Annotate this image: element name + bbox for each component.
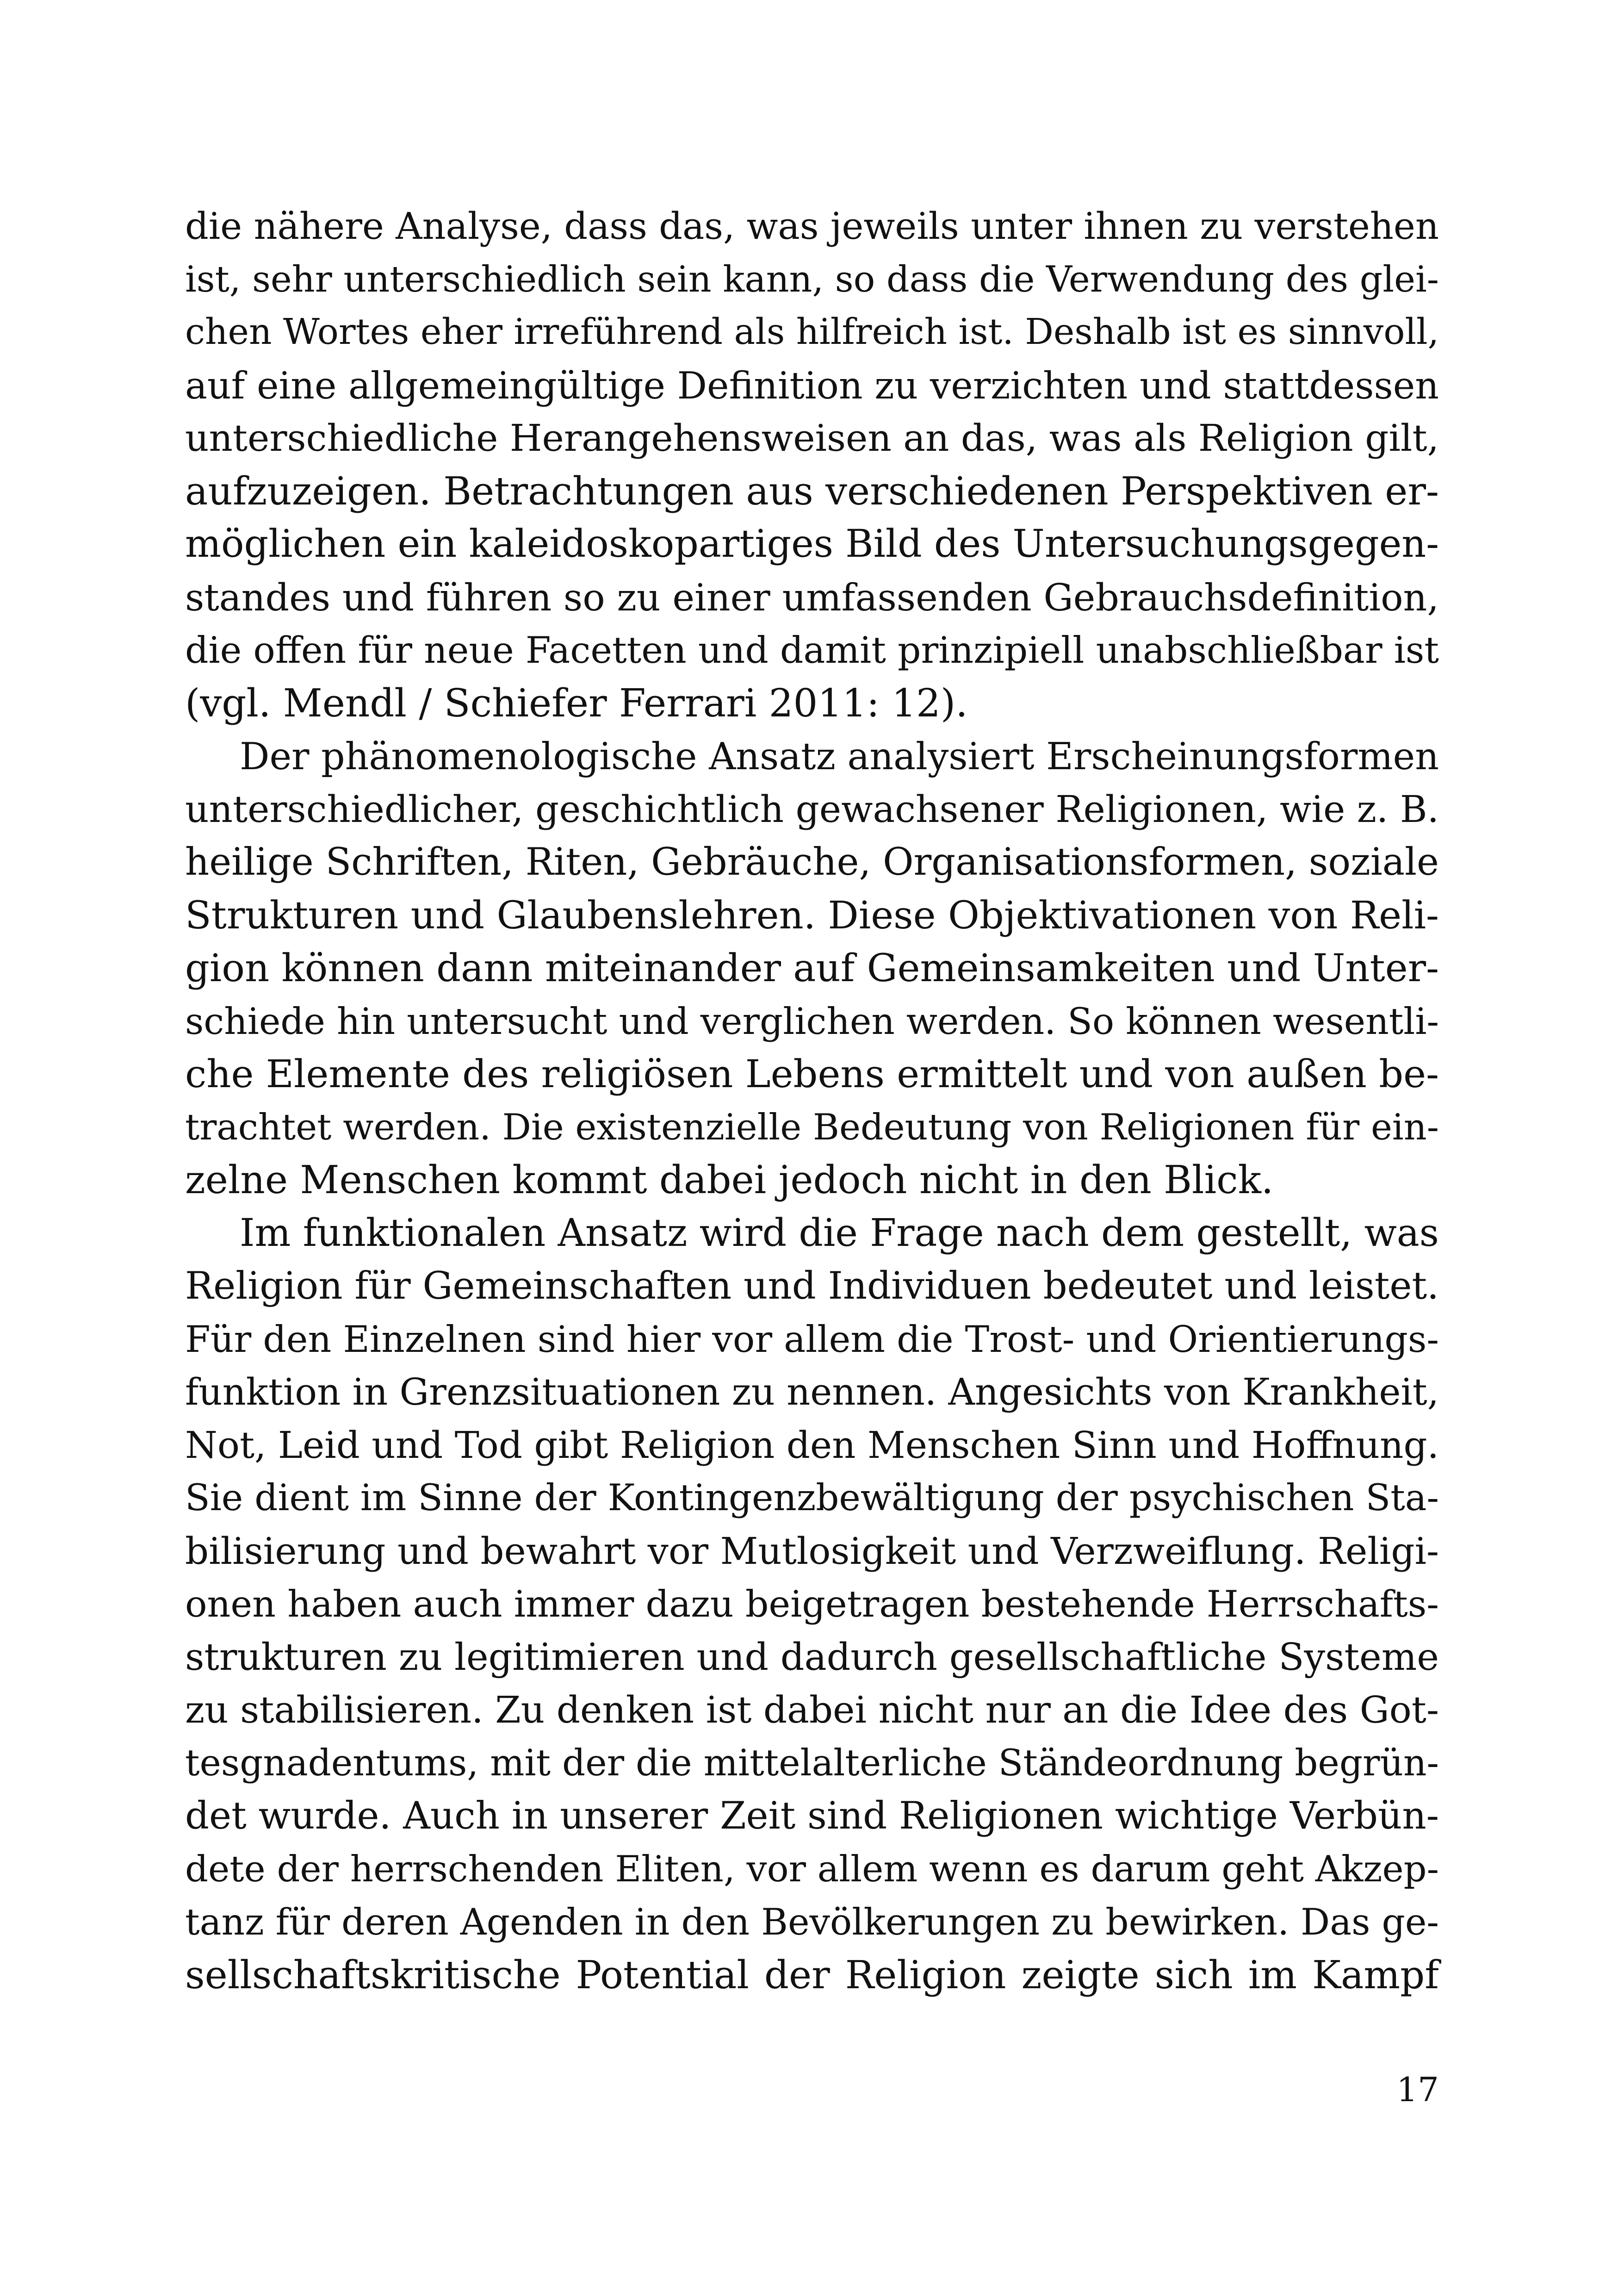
text-line: die nähere Analyse, dass das, was jeweils unter ihnen zu verstehen <box>185 205 1439 248</box>
text-line: unterschiedliche Herangehensweisen an das, was als Religion gilt, <box>185 417 1439 460</box>
text-line: tesgnadentums, mit der die mittelalterliche Ständeordnung begrün- <box>185 1742 1439 1784</box>
text-line: standes und führen so zu einer umfassenden Gebrauchsdefinition, <box>185 575 1439 619</box>
body-text <box>185 200 1439 2002</box>
text-line: Religion für Gemeinschaften und Individuen bedeutet und leistet. <box>185 1264 1439 1308</box>
text-line: auf eine allgemeingültige Definition zu verzichten und stattdessen <box>185 363 1439 407</box>
text-line: sellschaftskritische Potential der Religion zeigte sich im Kampf <box>185 1952 1439 1997</box>
text-line: det wurde. Auch in unserer Zeit sind Religionen wichtige Verbün- <box>185 1794 1439 1838</box>
paragraph-2 <box>185 730 1439 1207</box>
text-line: möglichen ein kaleidoskopartiges Bild des Untersuchungsgegen- <box>185 522 1439 566</box>
text-line: strukturen zu legitimieren und dadurch gesellschaftliche Systeme <box>185 1635 1439 1679</box>
text-line: Not, Leid und Tod gibt Religion den Menschen Sinn und Hoffnung. <box>185 1423 1439 1467</box>
text-line: funktion in Grenzsituationen zu nennen. Angesichts von Krankheit, <box>185 1370 1439 1413</box>
text-line: onen haben auch immer dazu beigetragen bestehende Herrschafts- <box>185 1583 1439 1625</box>
text-line: ist, sehr unterschiedlich sein kann, so dass die Verwendung des glei- <box>185 258 1439 300</box>
text-line: chen Wortes eher irreführend als hilfreich ist. Deshalb ist es sinnvoll, <box>185 311 1439 353</box>
text-line: tanz für deren Agenden in den Bevölkerungen zu bewirken. Das ge- <box>185 1901 1439 1943</box>
text-line: aufzuzeigen. Betrachtungen aus verschiedenen Perspektiven er- <box>185 468 1439 514</box>
text-line: gion können dann miteinander auf Gemeinsamkeiten und Unter- <box>185 946 1439 990</box>
text-line: che Elemente des religiösen Lebens ermittelt und von außen be- <box>185 1052 1439 1096</box>
text-line: (vgl. Mendl / Schiefer Ferrari 2011: 12). <box>185 680 968 726</box>
text-line: zelne Menschen kommt dabei jedoch nicht in den Blick. <box>185 1157 1274 1202</box>
text-line: dete der herrschenden Eliten, vor allem wenn es darum geht Akzep- <box>185 1848 1439 1890</box>
text-line: schiede hin untersucht und verglichen werden. So können wesentli- <box>185 1000 1439 1043</box>
text-line: heilige Schriften, Riten, Gebräuche, Organisationsformen, soziale <box>185 840 1439 884</box>
text-line: Sie dient im Sinne der Kontingenzbewältigung der psychischen Sta- <box>185 1477 1439 1519</box>
text-line: zu stabilisieren. Zu denken ist dabei nicht nur an die Idee des Got- <box>185 1688 1439 1731</box>
text-line: Für den Einzelnen sind hier vor allem die Trost- und Orientierungs- <box>185 1318 1439 1361</box>
text-line: die offen für neue Facetten und damit prinzipiell unabschließbar ist <box>185 629 1439 672</box>
text-line: unterschiedlicher, geschichtlich gewachsener Religionen, wie z. B. <box>185 787 1439 831</box>
paragraph-3 <box>185 1207 1439 2002</box>
text-line: Der phänomenologische Ansatz analysiert Erscheinungsformen <box>240 734 1439 778</box>
text-line: bilisierung und bewahrt vor Mutlosigkeit und Verzweiflung. Religi- <box>185 1529 1439 1573</box>
text-line: Im funktionalen Ansatz wird die Frage nach dem gestellt, was <box>240 1211 1439 1255</box>
page-number: 17 <box>1396 2070 1439 2109</box>
paragraph-1 <box>185 200 1439 730</box>
text-line: trachtet werden. Die existenzielle Bedeutung von Religionen für ein- <box>185 1106 1439 1148</box>
text-line: Strukturen und Glaubenslehren. Diese Objektivationen von Reli- <box>185 892 1439 938</box>
